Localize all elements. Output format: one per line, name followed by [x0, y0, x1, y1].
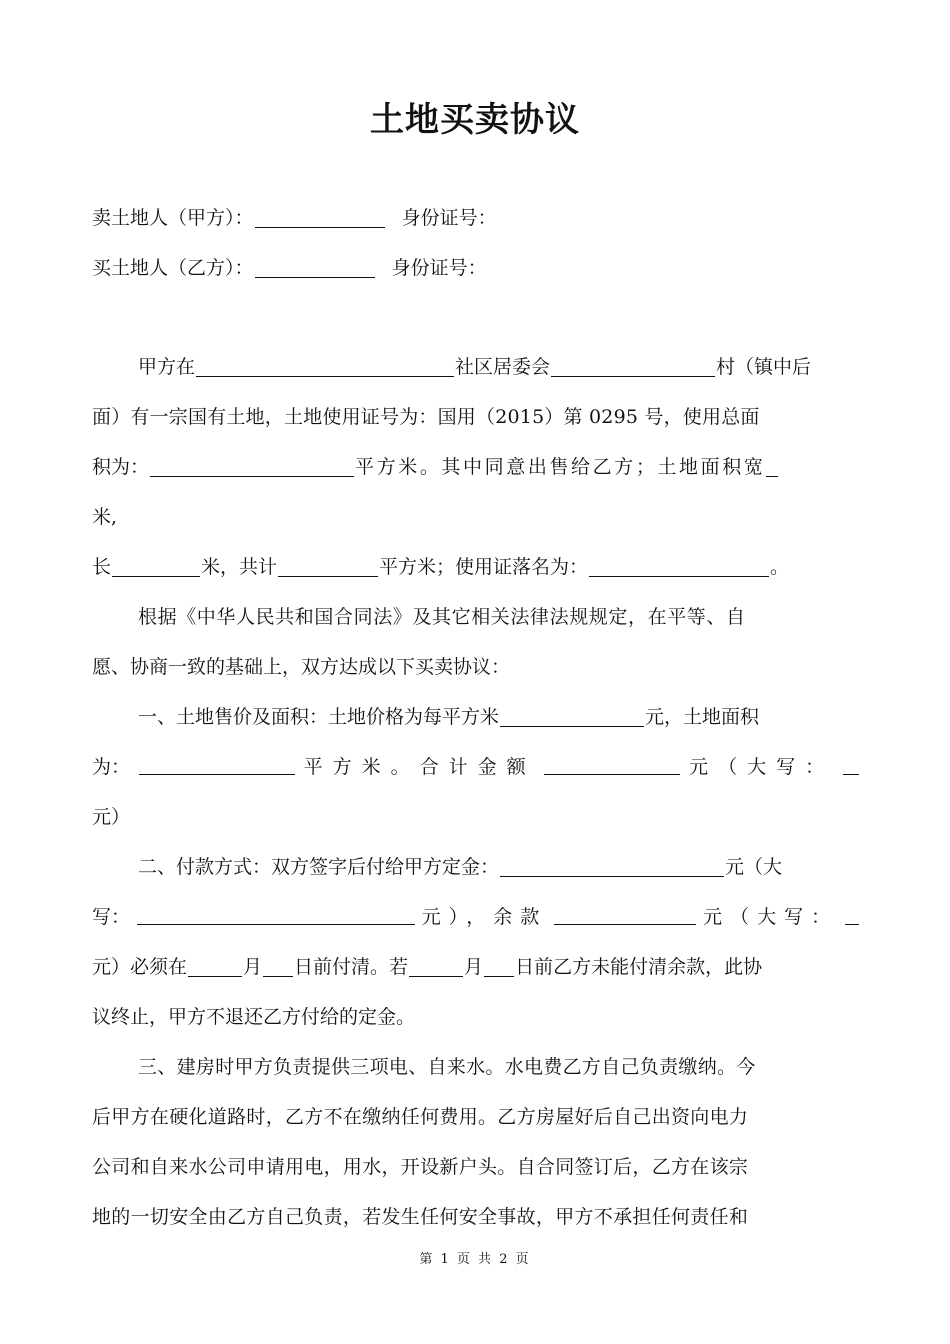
text: 。 [770, 556, 790, 578]
text: 元（大 [725, 856, 783, 878]
text: 一、土地售价及面积：土地价格为每平方米 [138, 706, 500, 728]
total-area-blank [150, 457, 354, 477]
unit-price-blank [500, 707, 644, 727]
clause1-line3: 元） [92, 806, 131, 828]
clause3-line2: 后甲方在硬化道路时，乙方不在缴纳任何费用。乙方房屋好后自己出资向电力 [92, 1106, 749, 1128]
text: 元，土地面积 [645, 706, 760, 728]
para1-line3 [92, 455, 860, 479]
pay-day-blank [263, 957, 293, 977]
text: 为： [92, 756, 131, 778]
clause2-line3 [92, 955, 860, 979]
para2-line2: 愿、协商一致的基础上，双方达成以下买卖协议： [92, 656, 511, 678]
text: 长 [92, 556, 112, 578]
amount-words-blank [843, 755, 859, 775]
width-blank [766, 457, 778, 477]
page-footer: 第 1 页 共 2 页 [419, 1252, 531, 1267]
para1-line4: 米, [92, 506, 118, 528]
village-blank [551, 357, 715, 377]
text: 月 [464, 956, 484, 978]
text: 写： [92, 906, 131, 928]
text: 平方米；使用证落名为： [379, 556, 589, 578]
clause2-line1 [138, 855, 860, 879]
para1-line2: 面）有一宗国有土地，土地使用证号为：国用（2015）第 0295 号，使用总面 [92, 406, 760, 428]
text: 米，共计 [201, 556, 278, 578]
text: 平方米。合计金额 [303, 756, 536, 778]
para1-line1 [138, 355, 860, 379]
buyer-id-label: 身份证号： [391, 257, 487, 279]
area-sum-blank [278, 557, 378, 577]
length-blank [112, 557, 200, 577]
para2-line1: 根据《中华人民共和国合同法》及其它相关法律法规规定，在平等、自 [138, 606, 746, 628]
pay-month-blank [188, 957, 242, 977]
buyer-label: 买土地人（乙方）： [92, 257, 254, 279]
deadline-day-blank [484, 957, 514, 977]
seller-name-blank [255, 208, 385, 228]
deposit-words-blank [137, 905, 415, 925]
clause1-line1 [138, 705, 860, 729]
certificate-name-blank [589, 557, 769, 577]
text: 月 [243, 956, 263, 978]
text: 元）必须在 [92, 956, 188, 978]
text: 甲方在 [138, 356, 196, 378]
text: 二、付款方式：双方签字后付给甲方定金： [138, 856, 500, 878]
text: 元（大写： [689, 756, 835, 778]
document-title: 土地买卖协议 [370, 100, 580, 140]
total-amount-blank [544, 755, 680, 775]
deposit-blank [500, 857, 724, 877]
text: 平方米。其中同意出售给乙方；土地面积宽 [355, 456, 766, 478]
clause3-line1: 三、建房时甲方负责提供三项电、自来水。水电费乙方自己负责缴纳。今 [138, 1056, 756, 1078]
text: 村（镇中后 [716, 356, 812, 378]
balance-words-blank [845, 905, 859, 925]
clause3-line4: 地的一切安全由乙方自己负责，若发生任何安全事故，甲方不承担任何责任和 [92, 1206, 749, 1228]
text: 积为： [92, 456, 150, 478]
seller-id-label: 身份证号： [401, 207, 497, 229]
clause1-area-blank [139, 755, 295, 775]
text: 日前乙方未能付清余款，此协 [515, 956, 763, 978]
balance-blank [554, 905, 696, 925]
buyer-line [92, 256, 860, 280]
clause1-line2 [92, 755, 860, 779]
text: 元），余款 [421, 906, 548, 928]
seller-label: 卖土地人（甲方）： [92, 207, 254, 229]
deadline-month-blank [409, 957, 463, 977]
clause2-line2 [92, 905, 860, 929]
text: 社区居委会 [455, 356, 551, 378]
text: 元（大写： [703, 906, 839, 928]
clause3-line3: 公司和自来水公司申请用电，用水，开设新户头。自合同签订后，乙方在该宗 [92, 1156, 749, 1178]
para1-line5 [92, 555, 860, 579]
clause2-line4: 议终止，甲方不退还乙方付给的定金。 [92, 1006, 416, 1028]
community-blank [196, 357, 454, 377]
buyer-name-blank [255, 258, 375, 278]
text: 日前付清。若 [294, 956, 409, 978]
seller-line [92, 206, 860, 230]
